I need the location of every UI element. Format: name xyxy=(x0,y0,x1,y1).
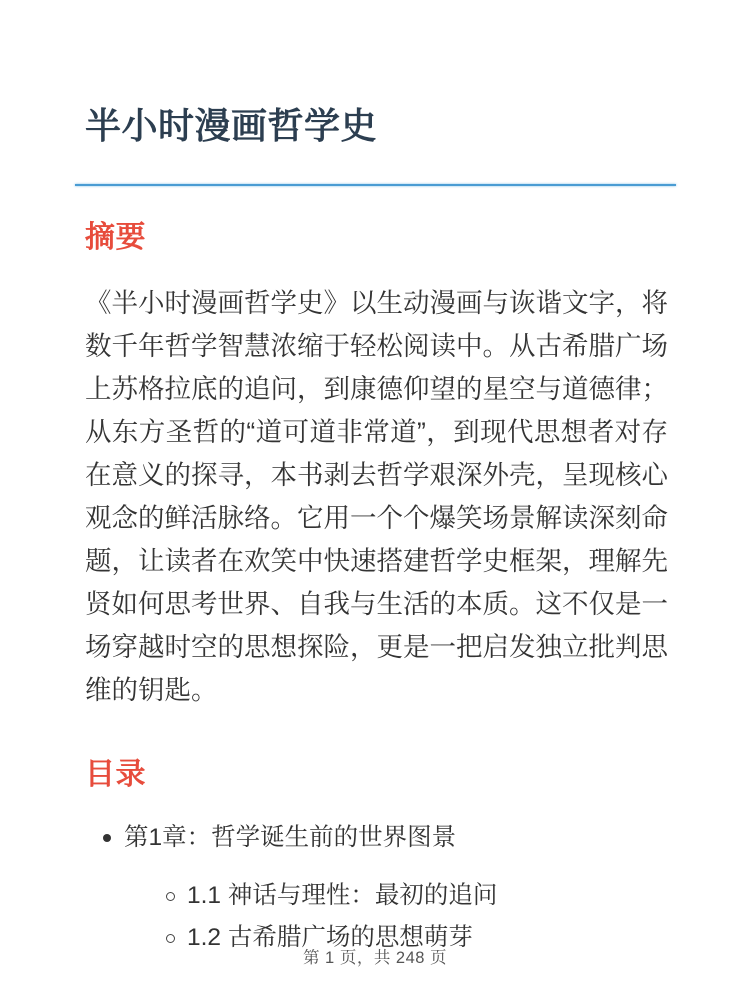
circle-bullet-icon xyxy=(166,934,175,943)
toc-heading: 目录 xyxy=(85,758,146,791)
toc-section-label: 1.1 神话与理性：最初的追问 xyxy=(187,882,498,909)
toc-chapter-row xyxy=(103,821,676,855)
page-number-indicator: 第 1 页，共 248 页 xyxy=(302,949,448,967)
toc-chapter-item xyxy=(75,821,676,959)
bullet-icon xyxy=(103,834,111,842)
abstract-heading: 摘要 xyxy=(85,221,146,254)
toc-section-item xyxy=(166,875,676,917)
title-divider xyxy=(75,184,676,186)
circle-bullet-icon xyxy=(166,892,175,901)
abstract-paragraph: 《半小时漫画哲学史》以生动漫画与诙谐文字，将数千年哲学智慧浓缩于轻松阅读中。从古希腊广场上苏格拉底的追问，到康德仰望的星空与道德律；从东方圣哲的“道可道非常道”，到现代思想者对存在意义的探寻，本书剥去哲学艰深外壳，呈现核心观念的鲜活脉络。它用一个个爆笑场景解读深刻命题，让读者在欢笑中快速搭建哲学史框架，理解先贤如何思考世界、自我与生活的本质。这不仅是一场穿越时空的思想探险，更是一把启发独立批判思维的钥匙。 xyxy=(85,288,668,705)
toc-section-label: 1.2 古希腊广场的思想萌芽 xyxy=(187,924,473,951)
toc-chapter-label: 第1章：哲学诞生前的世界图景 xyxy=(124,824,457,851)
toc-list xyxy=(75,821,676,959)
document-title: 半小时漫画哲学史 xyxy=(85,105,378,146)
